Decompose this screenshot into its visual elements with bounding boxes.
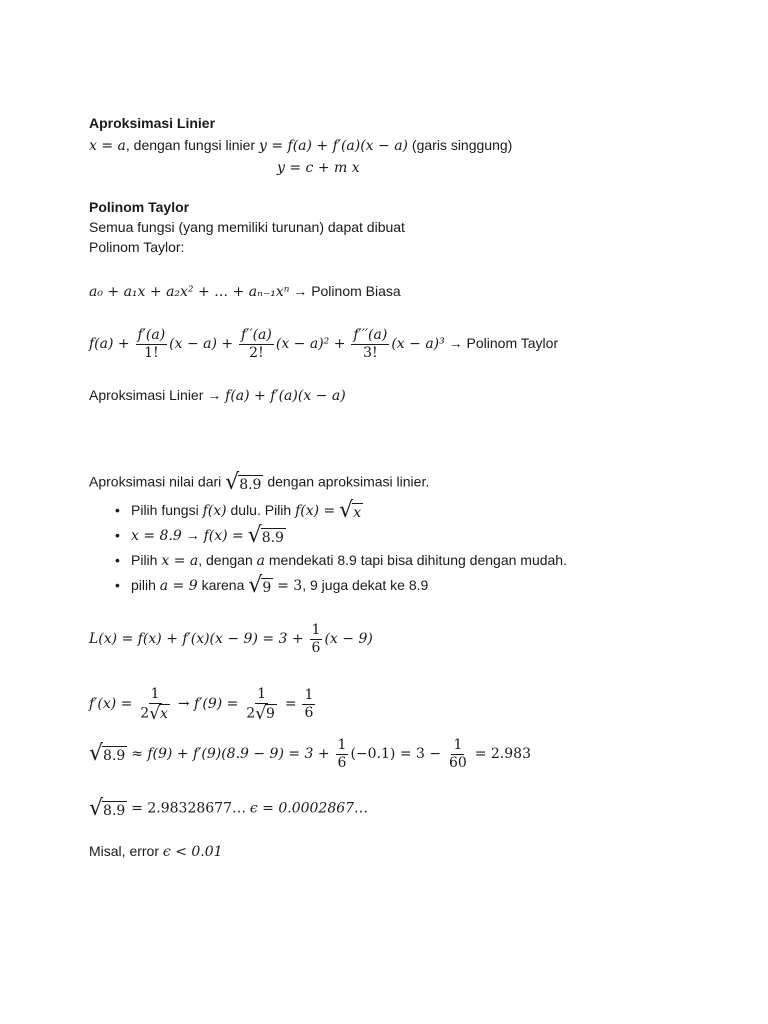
approximation-formula: √ 8.9 ≈ f(9) + f′(9)(8.9 − 9) = 3 + $\frac{1}{6}$ (−0.1) = 3 − $\frac{1}{60}$ = 2.983 xyxy=(89,736,531,771)
linear-approx-summary: Aproksimasi Linier → f(a) + f′(a)(x − a) xyxy=(89,387,346,404)
list-item: • x = 8.9 → f(x) = √ 8.9 xyxy=(113,523,567,548)
polinom-biasa-label: Polinom Biasa xyxy=(311,283,401,299)
one-sixtieth-fraction: $\frac{1}{60}$ xyxy=(449,736,467,771)
error-bound-line: Misal, error ϵ < 0.01 xyxy=(89,843,223,860)
sqrt-8-9: √ 8.9 xyxy=(225,470,262,495)
sqrt-x: √ x xyxy=(339,498,362,524)
sqrt-9: √ 9 xyxy=(255,703,275,724)
sqrt-8-9: √ 8.9 xyxy=(89,741,126,767)
list-item: • Pilih fungsi f(x) dulu. Pilih f(x) = √ x xyxy=(113,498,567,523)
ordinary-polynomial-line: a₀ + a₁x + a₂x² + … + aₙ₋₁xⁿ → Polinom Biasa xyxy=(89,283,401,300)
derivative-at-9-fraction: 1 2 √ 9 xyxy=(246,685,275,724)
linearization-formula: L(x) = f(x) + f′(x)(x − 9) = 3 + $\frac{1}{6}$ (x − 9) xyxy=(89,621,373,656)
task-statement: Aproksimasi nilai dari √ 8.9 dengan aproksimasi linier. xyxy=(89,470,430,495)
taylor-polynomial-line: f(a) + $\frac{f'(a)}{1!}$ (x − a) + $\frac{f''(a)}{2!}$ (x − a)² + $\frac{f'''(a)}{3!}$ (x − a)³ → Polinom Taylor xyxy=(89,326,559,361)
exact-value-line: √ 8.9 = 2.98328677… ϵ = 0.0002867… xyxy=(89,796,369,821)
list-item: • pilih a = 9 karena √ 9 = 3, 9 juga dekat ke 8.9 xyxy=(113,573,567,598)
sqrt-8-9: √ 8.9 xyxy=(247,523,284,549)
taylor-description-1: Semua fungsi (yang memiliki turunan) dapat dibuat xyxy=(89,219,405,235)
taylor-term-1-fraction: $\frac{f'(a)}{1!}$ xyxy=(137,326,166,361)
one-sixth-fraction: $\frac{1}{6}$ xyxy=(337,736,347,771)
taylor-term-3-fraction: $\frac{f'''(a)}{3!}$ xyxy=(353,326,388,361)
linear-definition-line: x = a, dengan fungsi linier y = f(a) + f′(a)(x − a) (garis singgung) xyxy=(89,137,513,154)
ordinary-polynomial-formula: a₀ + a₁x + a₂x² + … + aₙ₋₁xⁿ xyxy=(89,284,290,300)
sqrt-x: √ x xyxy=(149,703,168,724)
section-title-aproksimasi-linier: Aproksimasi Linier xyxy=(89,115,216,131)
one-sixth-fraction: $\frac{1}{6}$ xyxy=(304,686,314,721)
x-equals-a: x = a xyxy=(89,138,126,154)
taylor-term-2-fraction: $\frac{f''(a)}{2!}$ xyxy=(241,326,272,361)
one-sixth-fraction: $\frac{1}{6}$ xyxy=(311,621,321,656)
polinom-taylor-label: Polinom Taylor xyxy=(466,335,559,351)
derivative-formula: f′(x) = 1 2 √ x → f′(9) = 1 2 √ 9 = $\frac{1}{6}$ xyxy=(89,685,314,724)
list-item: • Pilih x = a, dengan a mendekati 8.9 tapi bisa dihitung dengan mudah. xyxy=(113,548,567,573)
taylor-description-2: Polinom Taylor: xyxy=(89,239,185,255)
sqrt-9: √ 9 xyxy=(248,573,272,599)
sqrt-8-9: √ 8.9 xyxy=(89,796,126,821)
steps-list xyxy=(113,498,567,598)
linear-function-formula: y = f(a) + f′(a)(x − a) xyxy=(258,138,409,154)
section-title-polinom-taylor: Polinom Taylor xyxy=(89,199,190,215)
error-value: ϵ = 0.0002867… xyxy=(249,800,369,817)
derivative-fraction: 1 2 √ x xyxy=(140,685,168,724)
slope-intercept-form: y = c + m x xyxy=(277,160,360,176)
